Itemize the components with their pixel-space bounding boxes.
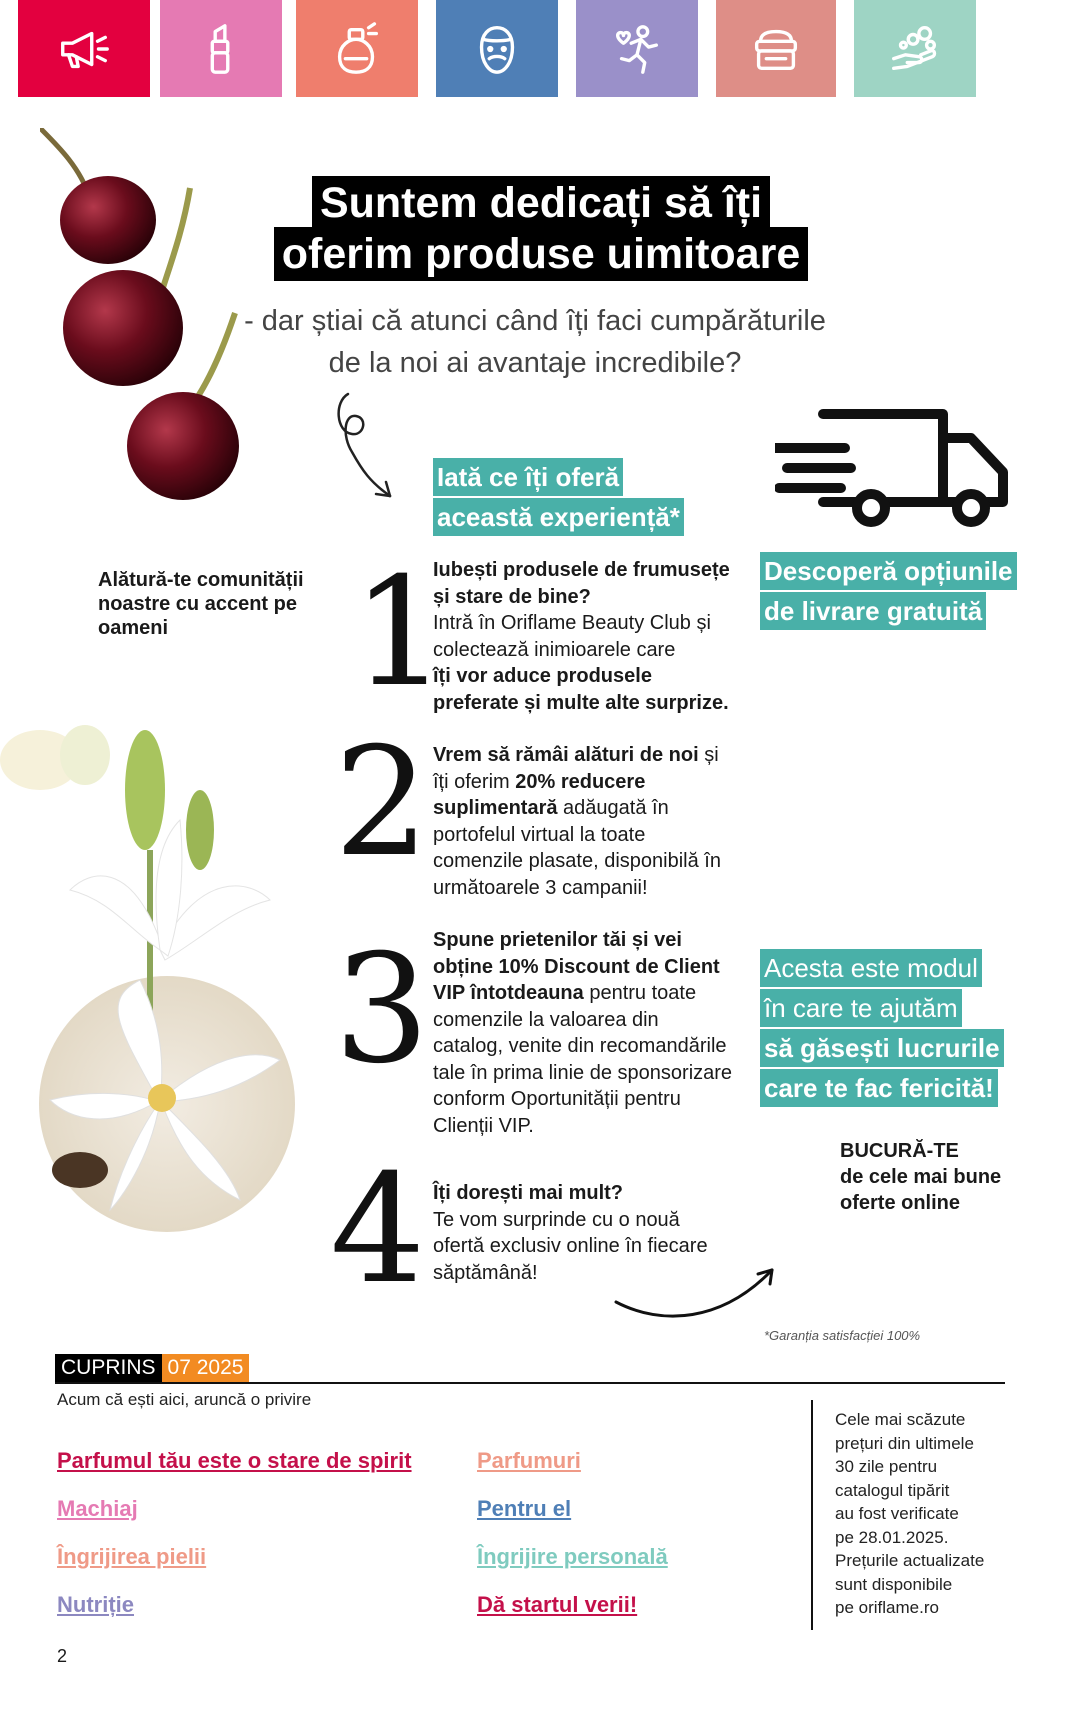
curly-arrow-icon bbox=[330, 392, 410, 502]
cream-jar-icon bbox=[747, 20, 805, 78]
swoosh-arrow-icon bbox=[612, 1262, 782, 1332]
headline-line-2: oferim produse uimitoare bbox=[274, 227, 808, 281]
running-person-icon bbox=[608, 20, 666, 78]
page-number: 2 bbox=[57, 1646, 68, 1666]
help-label: Acesta este modul în care te ajutăm să găsești lucrurile care te fac fericită! bbox=[760, 949, 1004, 1109]
step-4-text: Îți dorești mai mult? Te vom surprinde cu o nouă ofertă exclusiv online în fiecare săptămână! bbox=[433, 1182, 708, 1284]
community-text: Alătură-te comunității noastre cu accent pe oameni bbox=[98, 569, 304, 639]
perfume-bottle-icon bbox=[328, 20, 386, 78]
step-2-text: Vrem să rămâi alături de noi și îți oferim 20% reducere suplimentară adăugată în portofelul virtual la toate comenzile plasate, disponibilă în următoarele 3 campanii! bbox=[433, 744, 721, 899]
tab-news[interactable] bbox=[18, 0, 150, 97]
delivery-truck-icon bbox=[775, 402, 1015, 532]
lipstick-icon bbox=[192, 20, 250, 78]
contents-divider bbox=[55, 1382, 1005, 1384]
link-makeup[interactable]: Machiaj bbox=[57, 1496, 138, 1521]
contents-label: CUPRINS bbox=[55, 1354, 162, 1382]
step-2-number: 2 bbox=[334, 716, 430, 890]
tab-makeup[interactable] bbox=[160, 0, 282, 97]
step-3-text: Spune prietenilor tăi și vei obține 10% Discount de Client VIP întotdeauna pentru toate comenzile la valoarea din catalog, venite din recomandările tale în prima linie de sponsorizare conform Oportunității pentru Clienții VIP. bbox=[433, 929, 733, 1137]
intro-label: Iată ce îți oferă această experiență* bbox=[433, 458, 684, 538]
megaphone-icon bbox=[55, 20, 113, 78]
tab-wellness[interactable] bbox=[576, 0, 698, 97]
bearded-man-icon bbox=[468, 20, 526, 78]
price-note: Cele mai scăzute prețuri din ultimele 30 zile pentru catalogul tipărit au fost verificate pe 28.01.2025. Prețurile actualizate sunt disponibile pe oriflame.ro bbox=[835, 1410, 985, 1617]
link-fragrance-mood[interactable]: Parfumul tău este o stare de spirit bbox=[57, 1448, 412, 1473]
link-summer-start[interactable]: Dă startul verii! bbox=[477, 1592, 638, 1617]
headline-line-1: Suntem dedicați să îți bbox=[312, 176, 770, 230]
tab-men[interactable] bbox=[436, 0, 558, 97]
guarantee-note: *Garanția satisfacției 100% bbox=[764, 1328, 921, 1343]
hand-bubbles-icon bbox=[886, 20, 944, 78]
link-fragrances[interactable]: Parfumuri bbox=[477, 1448, 581, 1473]
link-nutrition[interactable]: Nutriție bbox=[57, 1592, 134, 1617]
contents-issue: 07 2025 bbox=[162, 1354, 250, 1382]
link-skincare[interactable]: Îngrijirea pielii bbox=[57, 1544, 207, 1569]
link-personal-care[interactable]: Îngrijire personală bbox=[477, 1544, 668, 1569]
lily-flowers-image bbox=[0, 700, 300, 1240]
price-note-divider bbox=[811, 1400, 813, 1630]
tab-personal-care[interactable] bbox=[854, 0, 976, 97]
enjoy-text: BUCURĂ-TE de cele mai bune oferte online bbox=[840, 1140, 1002, 1214]
link-for-him[interactable]: Pentru el bbox=[477, 1496, 572, 1521]
step-1-number: 1 bbox=[352, 546, 448, 720]
tab-fragrance[interactable] bbox=[296, 0, 418, 97]
contents-header bbox=[55, 1354, 249, 1382]
headline-subtitle: - dar știai că atunci când îți faci cumpărăturile de la noi ai avantaje incredibile? bbox=[244, 305, 826, 379]
delivery-label: Descoperă opțiunile de livrare gratuită bbox=[760, 552, 1017, 632]
tab-skincare[interactable] bbox=[716, 0, 836, 97]
step-3-number: 3 bbox=[334, 923, 430, 1097]
contents-subtitle: Acum că ești aici, aruncă o privire bbox=[57, 1390, 312, 1409]
step-1-text: Iubești produsele de frumusețe și stare de bine? Intră în Oriflame Beauty Club și colectează inimioarele care îți vor aduce produsele preferate și multe alte surprize. bbox=[433, 559, 730, 714]
step-4-number: 4 bbox=[330, 1143, 426, 1317]
